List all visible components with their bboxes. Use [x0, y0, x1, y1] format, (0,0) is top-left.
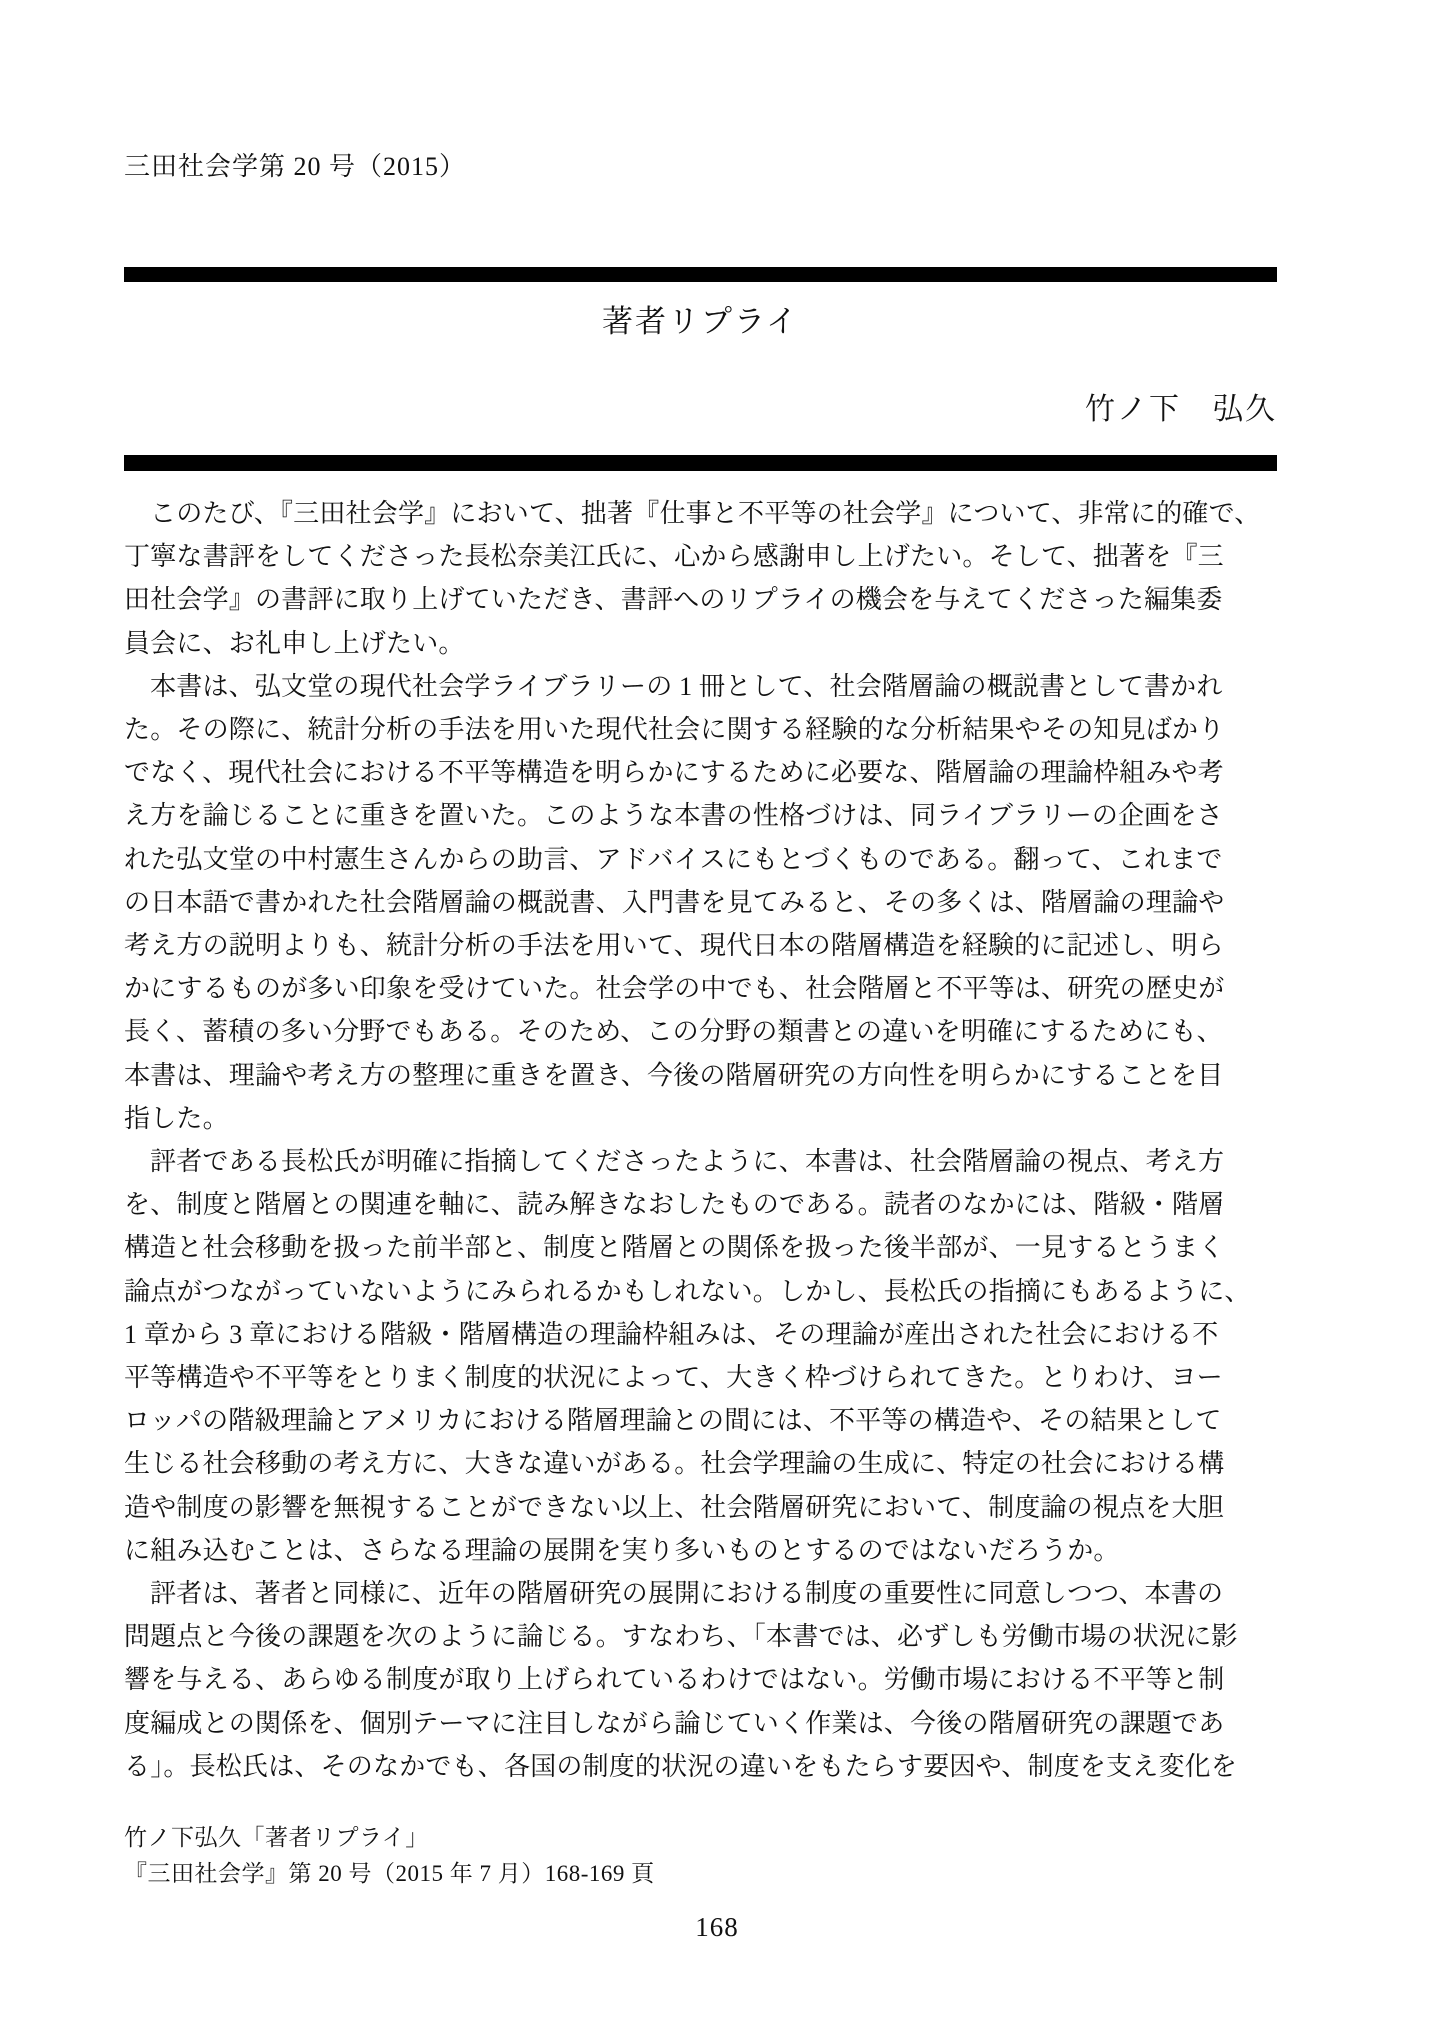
body-line: え方を論じることに重きを置いた。このような本書の性格づけは、同ライブラリーの企画をさ: [124, 801, 1223, 831]
body-line: 員会に、お礼申し上げたい。: [124, 628, 465, 658]
journal-running-head: 三田社会学第 20 号（2015）: [124, 152, 467, 181]
citation-line-2: 『三田社会学』第 20 号（2015 年 7 月）168-169 頁: [124, 1861, 655, 1886]
title-rule-bottom: [124, 455, 1277, 471]
body-line: 本書は、理論や考え方の整理に重きを置き、今後の階層研究の方向性を明らかにすることを目: [124, 1060, 1224, 1090]
body-line: 長く、蓄積の多い分野でもある。そのため、この分野の類書との違いを明確にするためにも、: [124, 1017, 1223, 1047]
body-line: 田社会学』の書評に取り上げていただき、書評へのリプライの機会を与えてくださった編集委: [124, 585, 1223, 615]
body-line: る」。長松氏は、そのなかでも、各国の制度的状況の違いをもたらす要因や、制度を支え変化を: [124, 1751, 1238, 1781]
body-line: に組み込むことは、さらなる理論の展開を実り多いものとするのではないだろうか。: [124, 1535, 1120, 1565]
body-line: 論点がつながっていないようにみられるかもしれない。しかし、長松氏の指摘にもあるように、: [124, 1276, 1251, 1306]
title-rule-top: [124, 267, 1277, 282]
body-line: このたび、『三田社会学』において、拙著『仕事と不平等の社会学』について、非常に的確で、: [150, 499, 1261, 528]
body-line: 本書は、弘文堂の現代社会学ライブラリーの 1 冊として、社会階層論の概説書として書かれ: [150, 671, 1223, 701]
body-paragraph: [124, 1572, 1277, 1788]
body-paragraph: [124, 1140, 1277, 1572]
body-line: かにするものが多い印象を受けていた。社会学の中でも、社会階層と不平等は、研究の歴史が: [124, 974, 1225, 1004]
body-line: 考え方の説明よりも、統計分析の手法を用いて、現代日本の階層構造を経験的に記述し、明ら: [124, 931, 1224, 961]
body-line: ロッパの階級理論とアメリカにおける階層理論との間には、不平等の構造や、その結果として: [124, 1406, 1222, 1436]
citation-note: [124, 1820, 655, 1892]
body-line: 生じる社会移動の考え方に、大きな違いがある。社会学理論の生成に、特定の社会における構: [124, 1449, 1225, 1479]
body-line: 構造と社会移動を扱った前半部と、制度と階層との関係を扱った後半部が、一見するとうまく: [124, 1233, 1225, 1263]
body-line: 評者である長松氏が明確に指摘してくださったように、本書は、社会階層論の視点、考え方: [150, 1147, 1225, 1177]
body-line: 評者は、著者と同様に、近年の階層研究の展開における制度の重要性に同意しつつ、本書の: [150, 1579, 1224, 1609]
body-line: れた弘文堂の中村憲生さんからの助言、アドバイスにもとづくものである。翻って、これまで: [124, 844, 1223, 874]
body-line: の日本語で書かれた社会階層論の概説書、入門書を見てみると、その多くは、階層論の理論や: [124, 887, 1225, 917]
body-line: 指した。: [124, 1103, 229, 1133]
body-line: 造や制度の影響を無視することができない以上、社会階層研究において、制度論の視点を大胆: [124, 1492, 1224, 1522]
author-name: 竹ノ下 弘久: [1085, 393, 1277, 426]
body-line: を、制度と階層との関連を軸に、読み解きなおしたものである。読者のなかには、階級・階層: [124, 1190, 1225, 1220]
body-line: 響を与える、あらゆる制度が取り上げられているわけではない。労働市場における不平等と制: [124, 1665, 1225, 1695]
article-body: [124, 492, 1277, 1788]
page-number: 168: [695, 1912, 739, 1942]
body-line: 丁寧な書評をしてくださった長松奈美江氏に、心から感謝申し上げたい。そして、拙著を『三: [124, 542, 1224, 572]
article-title: 著者リプライ: [601, 304, 800, 339]
body-line: 1 章から 3 章における階級・階層構造の理論枠組みは、その理論が産出された社会における不: [124, 1319, 1219, 1349]
body-paragraph: [124, 665, 1277, 1140]
body-line: 問題点と今後の課題を次のように論じる。すなわち、「本書では、必ずしも労働市場の状況に影: [124, 1622, 1238, 1652]
body-line: た。その際に、統計分析の手法を用いた現代社会に関する経験的な分析結果やその知見ばかり: [124, 715, 1225, 745]
body-line: 度編成との関係を、個別テーマに注目しながら論じていく作業は、今後の階層研究の課題であ: [124, 1708, 1225, 1738]
body-line: でなく、現代社会における不平等構造を明らかにするために必要な、階層論の理論枠組みや考: [124, 758, 1224, 788]
body-paragraph: [124, 492, 1277, 665]
body-line: 平等構造や不平等をとりまく制度的状況によって、大きく枠づけられてきた。とりわけ、ヨー: [124, 1363, 1223, 1393]
citation-line-1: 竹ノ下弘久「著者リプライ」: [124, 1825, 429, 1850]
